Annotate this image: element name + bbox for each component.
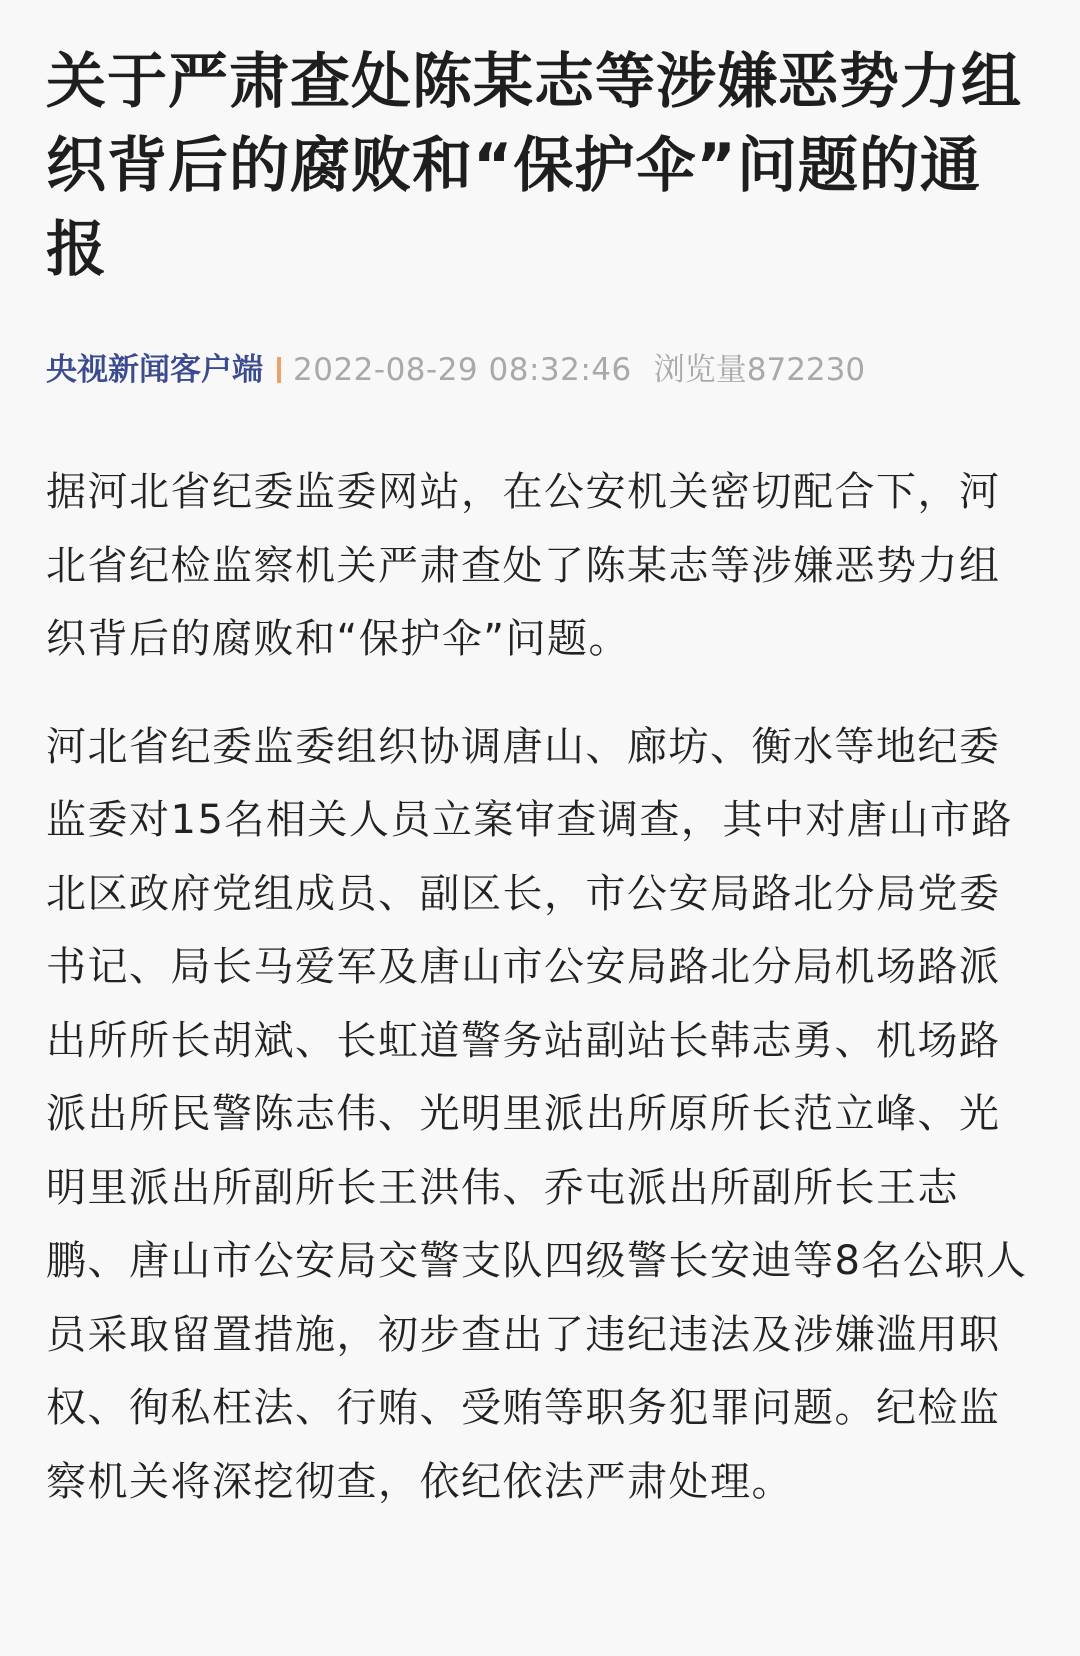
- article-title: 关于严肃查处陈某志等涉嫌恶势力组织背后的腐败和“保护伞”问题的通报: [46, 47, 1022, 285]
- source-link[interactable]: 央视新闻客户端: [46, 352, 263, 388]
- article-meta: [46, 348, 1038, 392]
- article-paragraph: 河北省纪委监委组织协调唐山、廊坊、衡水等地纪委监委对15名相关人员立案审查调查，其中对唐山市路北区政府党组成员、副区长，市公安局路北分局党委书记、局长马爱军及唐山市公安局路北分局机场路派出所所长胡斌、长虹道警务站副站长韩志勇、机场路派出所民警陈志伟、光明里派出所原所长范立峰、光明里派出所副所长王洪伟、乔屯派出所副所长王志鹏、唐山市公安局交警支队四级警长安迪等8名公职人员采取留置措施，初步查出了违纪违法及涉嫌滥用职权、徇私枉法、行贿、受贿等职务犯罪问题。纪检监察机关将深挖彻查，依纪依法严肃处理。: [46, 723, 1028, 1505]
- publish-datetime: 2022-08-29 08:32:46: [293, 352, 632, 388]
- view-count: 浏览量872230: [653, 352, 866, 388]
- meta-divider: [277, 357, 281, 383]
- article-paragraph: 据河北省纪委监委网站，在公安机关密切配合下，河北省纪检监察机关严肃查处了陈某志等涉嫌恶势力组织背后的腐败和“保护伞”问题。: [46, 469, 1001, 662]
